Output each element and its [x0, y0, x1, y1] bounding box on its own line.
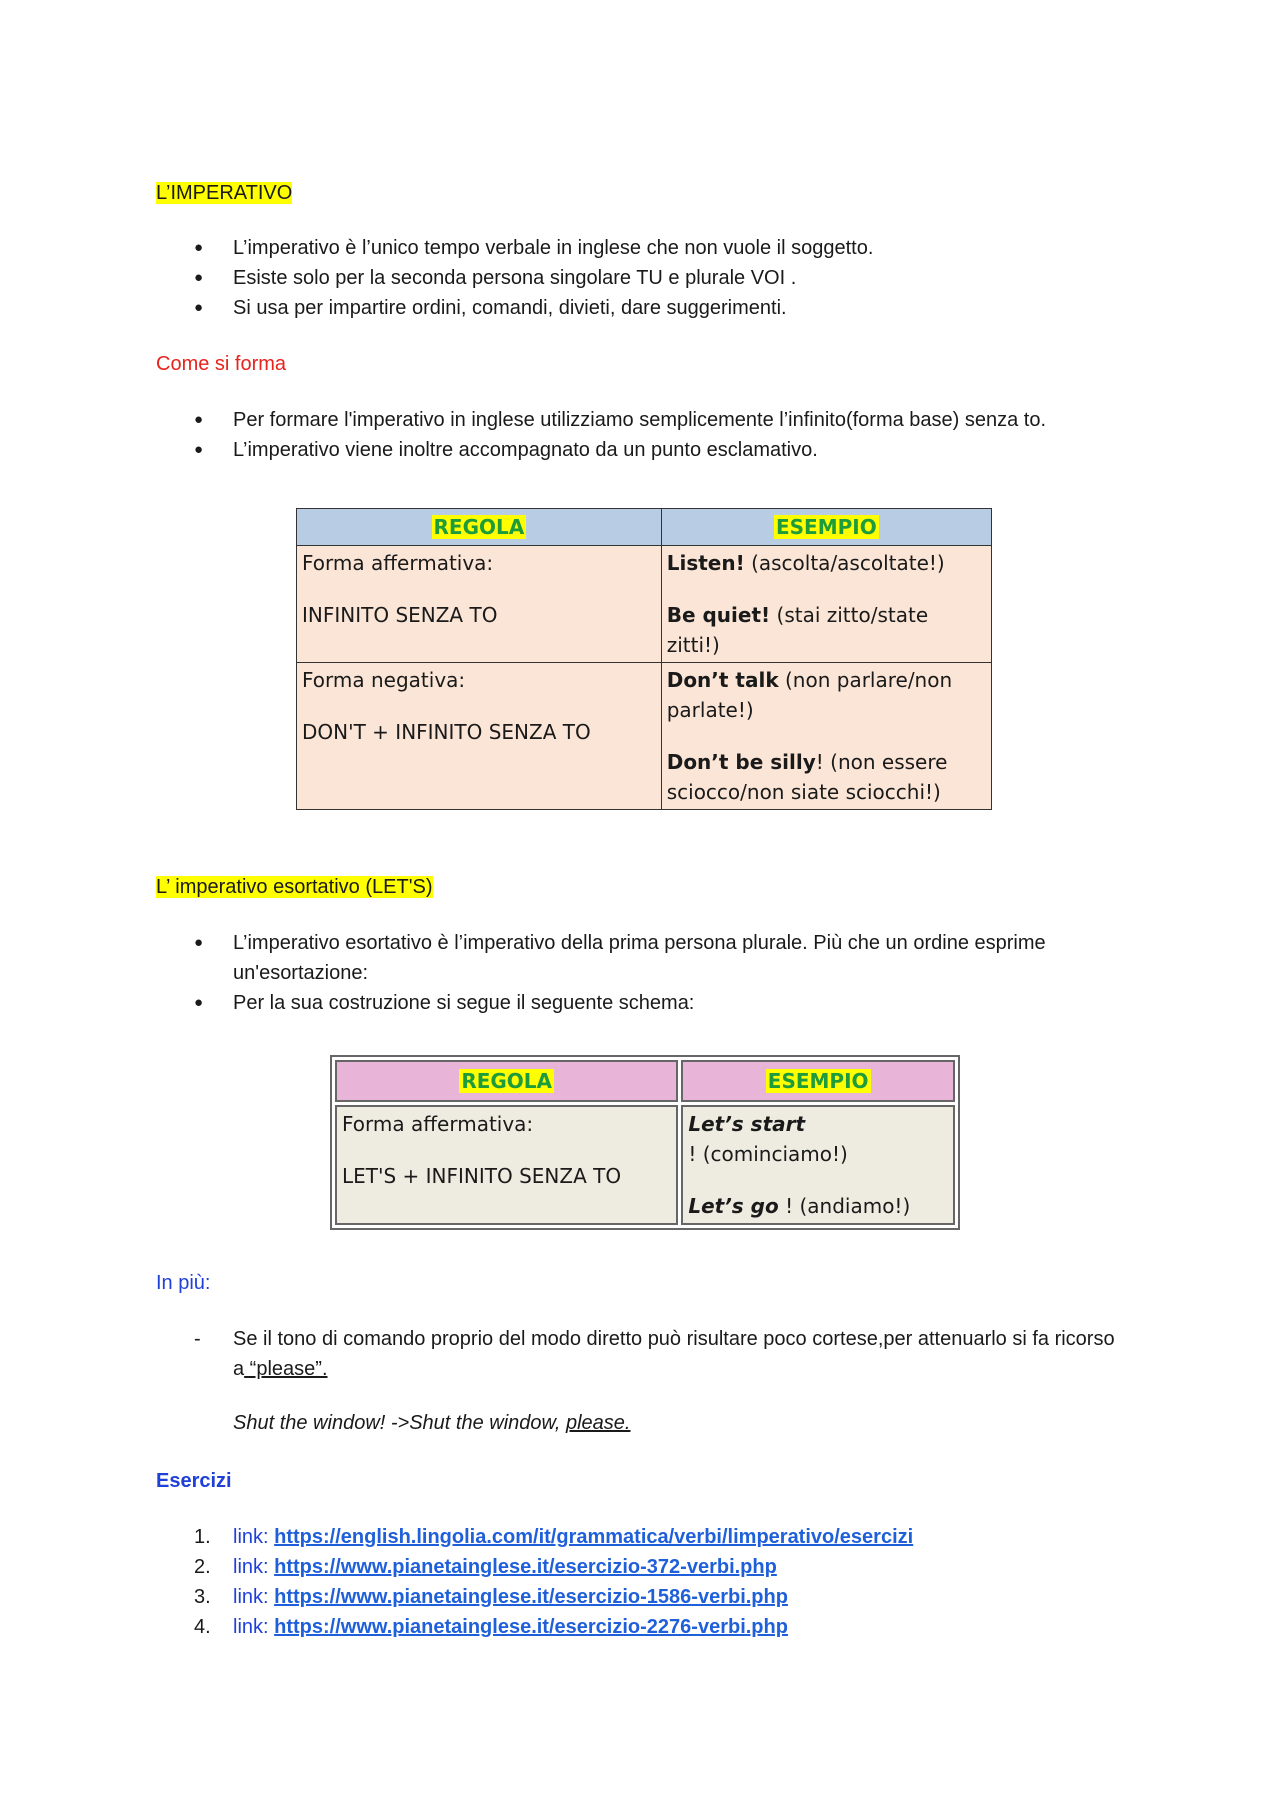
come-si-forma-bullets — [156, 405, 1116, 465]
list-item: ● L’imperativo viene inoltre accompagnato da un punto esclamativo. — [156, 435, 1116, 465]
list-item: ● Esiste solo per la seconda persona singolare TU e plurale VOI . — [156, 263, 1116, 293]
list-item: ● Si usa per impartire ordini, comandi, divieti, dare suggerimenti. — [156, 293, 1116, 323]
section-title-esortativo: L’ imperativo esortativo (LET'S) — [156, 876, 433, 898]
example-line: Listen! (ascolta/ascoltate!) — [666, 551, 945, 575]
example-line: Be quiet! (stai zitto/state zitti!) — [666, 603, 929, 657]
example-cell — [661, 663, 991, 810]
header-regola: REGOLA — [335, 1060, 678, 1102]
example-bold: Let’s start — [688, 1112, 806, 1136]
list-item: ● L’imperativo esortativo è l’imperativo della prima persona plurale. Più che un ordine esprime un'esortazione: — [156, 928, 1116, 988]
section-title-imperativo: L’IMPERATIVO — [156, 182, 293, 204]
exercise-link[interactable]: https://www.pianetainglese.it/esercizio-2276-verbi.php — [274, 1616, 788, 1638]
esortativo-bullets — [156, 928, 1116, 1018]
header-regola: REGOLA — [297, 509, 662, 546]
rule-label: Forma affermativa: — [302, 551, 494, 575]
rule-label: Forma negativa: — [302, 668, 466, 692]
example-line: Let’s go ! (andiamo!) — [688, 1194, 911, 1218]
table-row — [297, 546, 992, 663]
rule-formula: INFINITO SENZA TO — [302, 603, 498, 627]
rule-formula: DON'T + INFINITO SENZA TO — [302, 720, 591, 744]
list-item: 2. link: https://www.pianetainglese.it/esercizio-372-verbi.php — [194, 1556, 777, 1578]
exercise-link[interactable]: https://english.lingolia.com/it/grammatica/verbi/limperativo/esercizi — [274, 1526, 914, 1548]
list-item: - Se il tono di comando proprio del modo diretto può risultare poco cortese,per attenuarlo si fa ricorso a “please”. — [194, 1328, 1115, 1380]
exercise-link[interactable]: https://www.pianetainglese.it/esercizio-372-verbi.php — [274, 1556, 777, 1578]
header-esempio: ESEMPIO — [661, 509, 991, 546]
example-rest: ! (cominciamo!) — [688, 1142, 848, 1166]
rule-label: Forma affermativa: — [342, 1112, 534, 1136]
in-piu-list — [156, 1324, 1116, 1438]
imperativo-bullets — [156, 233, 1116, 323]
example-cell — [681, 1105, 955, 1225]
example-line: Don’t be silly! (non essere sciocco/non siate sciocchi!) — [666, 750, 948, 804]
section-title-come-si-forma: Come si forma — [156, 353, 287, 375]
table-header-row — [297, 509, 992, 546]
esercizi-list — [156, 1522, 1116, 1642]
table-header-row — [335, 1060, 955, 1102]
rule-cell — [335, 1105, 678, 1225]
table-row — [335, 1105, 955, 1225]
imperativo-rules-table — [296, 508, 992, 810]
example-line: Don’t talk (non parlare/non parlate!) — [666, 668, 953, 722]
section-title-in-piu: In più: — [156, 1272, 211, 1294]
header-esempio: ESEMPIO — [681, 1060, 955, 1102]
example-cell — [661, 546, 991, 663]
exercise-link[interactable]: https://www.pianetainglese.it/esercizio-1586-verbi.php — [274, 1586, 788, 1608]
table-row — [297, 663, 992, 810]
list-item: ● Per la sua costruzione si segue il seguente schema: — [156, 988, 1116, 1018]
esortativo-rules-table — [330, 1055, 960, 1230]
rule-cell — [297, 663, 662, 810]
rule-cell — [297, 546, 662, 663]
example-sentence: Shut the window! ->Shut the window, please. — [233, 1412, 631, 1434]
list-item: ● Per formare l'imperativo in inglese utilizziamo semplicemente l’infinito(forma base) senza to. — [156, 405, 1116, 435]
list-item: 3. link: https://www.pianetainglese.it/esercizio-1586-verbi.php — [194, 1586, 788, 1608]
list-item: 1. link: https://english.lingolia.com/it/grammatica/verbi/limperativo/esercizi — [194, 1526, 914, 1548]
list-item: 4. link: https://www.pianetainglese.it/esercizio-2276-verbi.php — [194, 1616, 788, 1638]
rule-formula: LET'S + INFINITO SENZA TO — [342, 1164, 622, 1188]
section-title-esercizi: Esercizi — [156, 1470, 232, 1492]
list-item: ● L’imperativo è l’unico tempo verbale in inglese che non vuole il soggetto. — [156, 233, 1116, 263]
